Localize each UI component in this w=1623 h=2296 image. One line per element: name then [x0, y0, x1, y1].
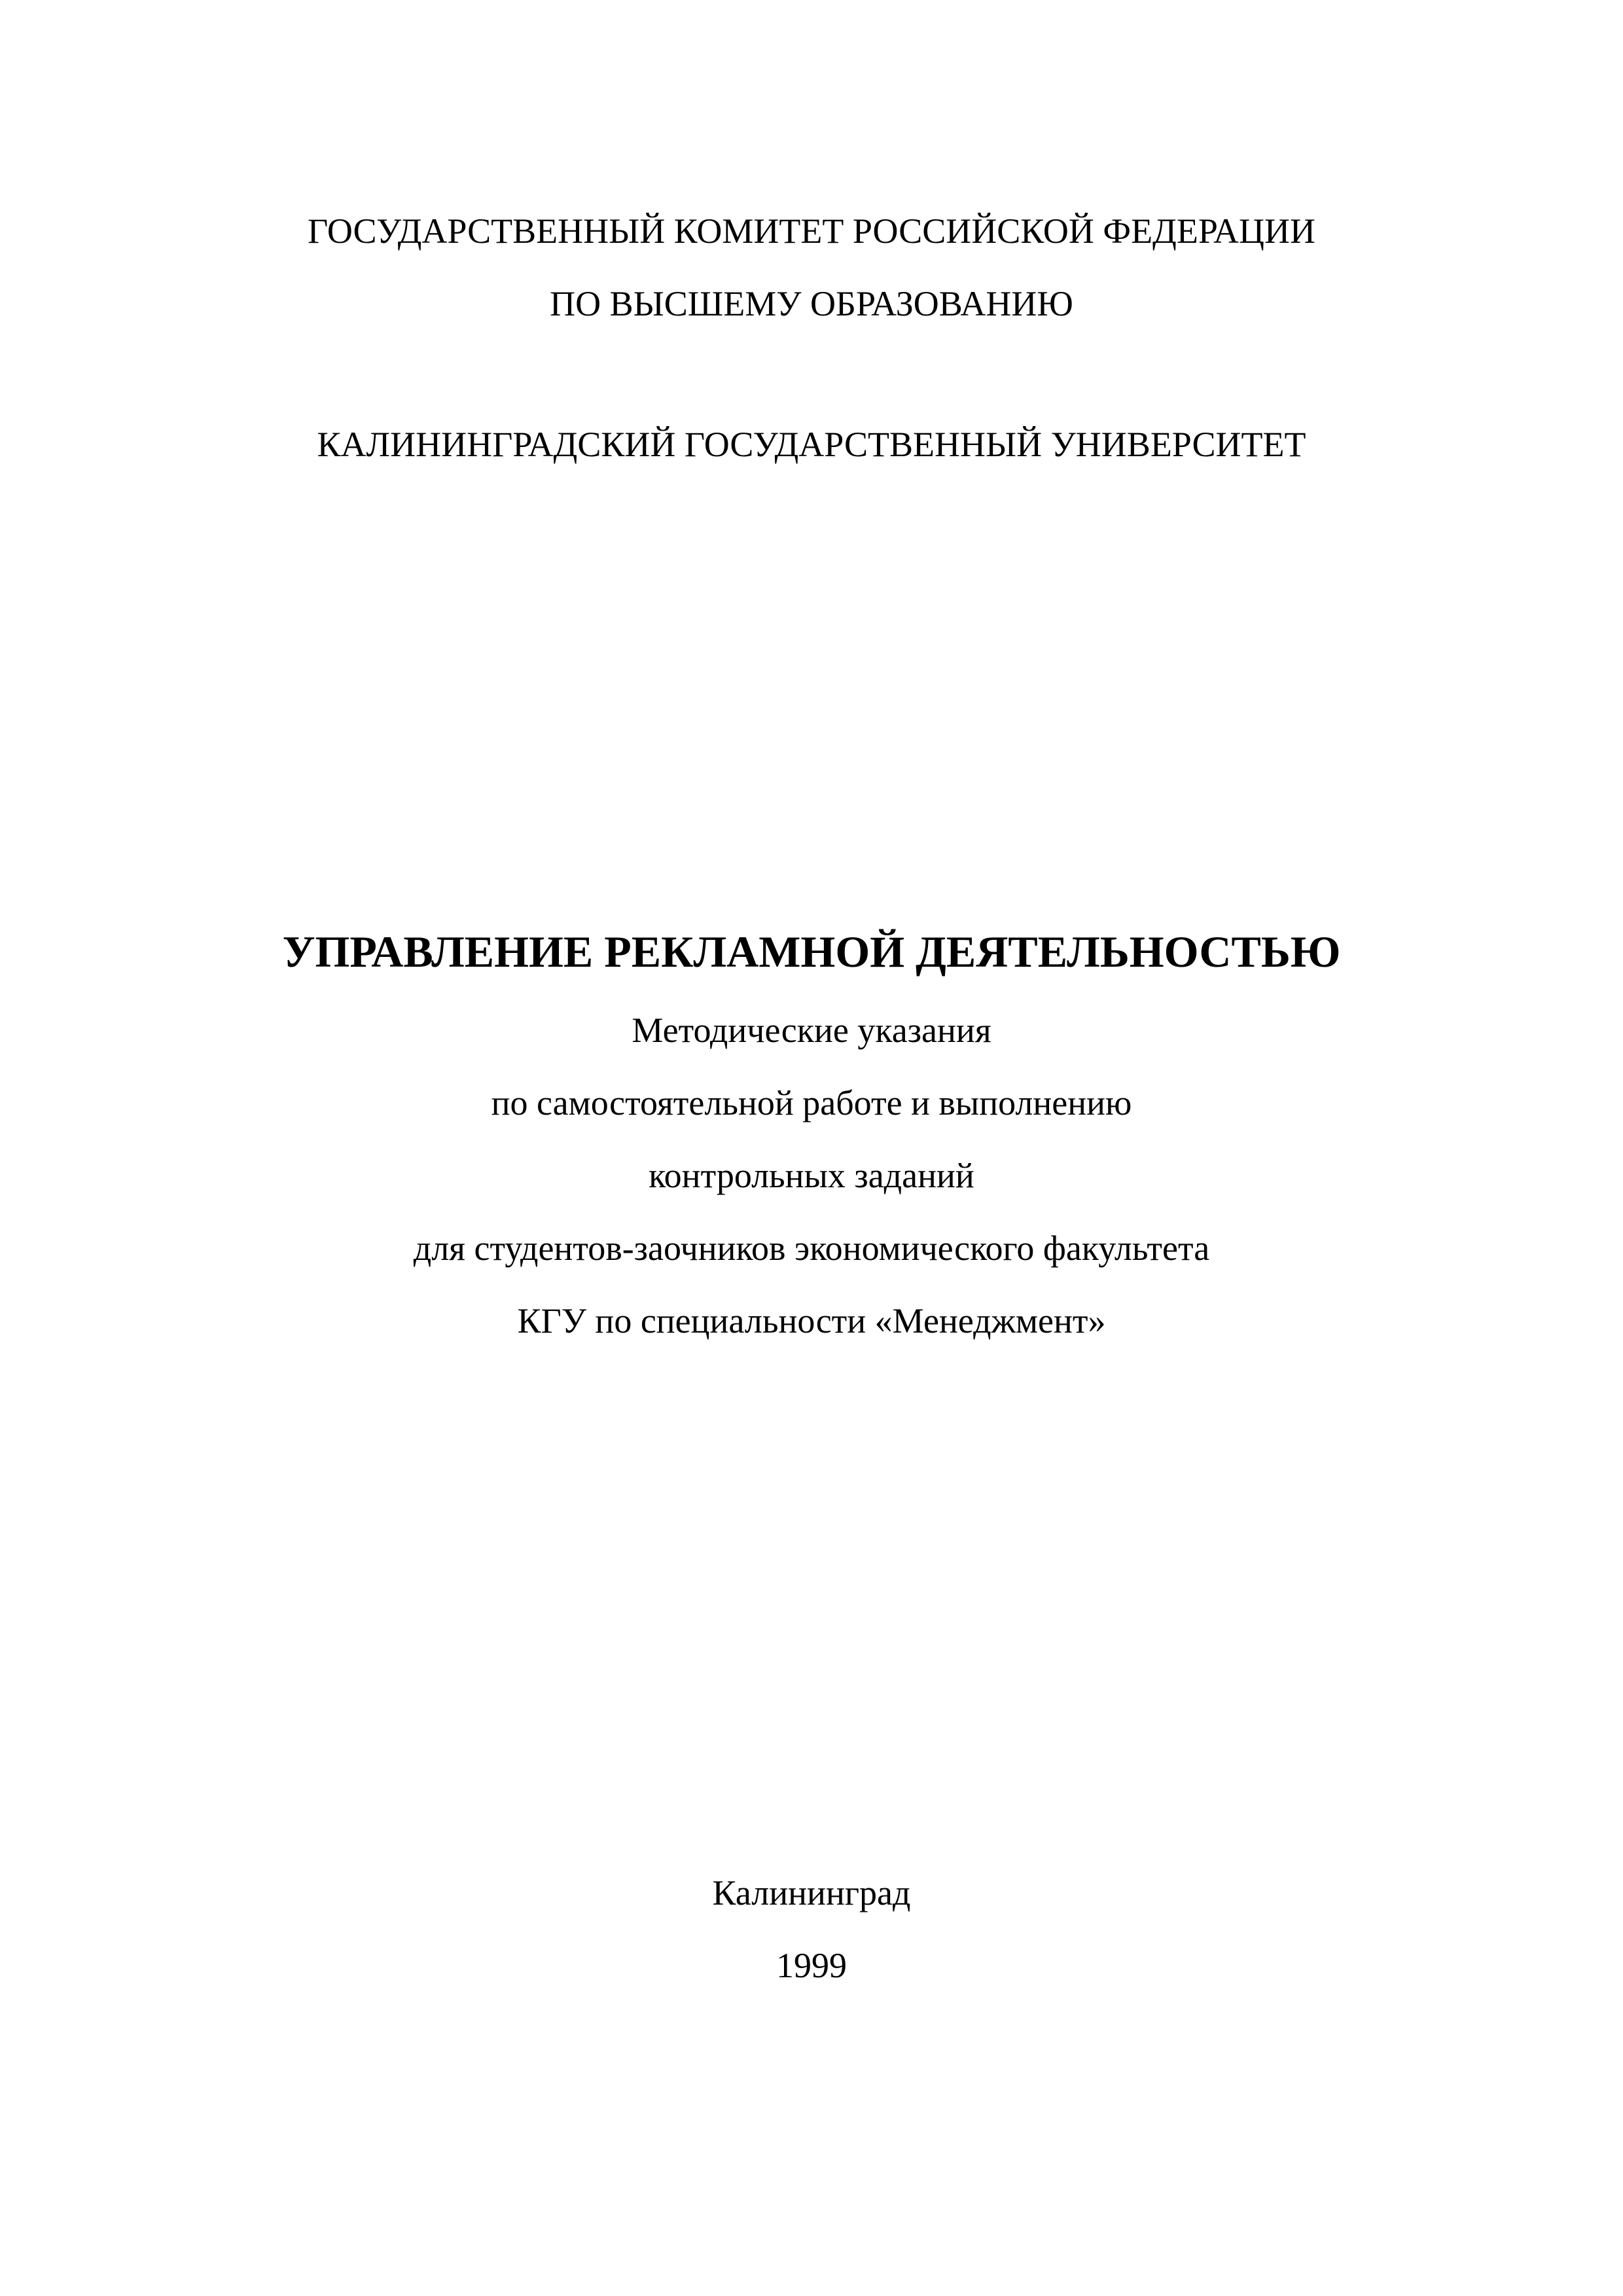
publication-city: Калининград — [712, 1873, 911, 1912]
subtitle-line: контрольных заданий — [649, 1156, 974, 1195]
subtitle-line: КГУ по специальности «Менеджмент» — [517, 1301, 1106, 1340]
publication-year: 1999 — [776, 1946, 847, 1985]
subtitle-line: Методические указания — [632, 1011, 991, 1050]
university-name: КАЛИНИНГРАДСКИЙ ГОСУДАРСТВЕННЫЙ УНИВЕРСИТЕТ — [317, 425, 1306, 464]
subtitle-line: по самостоятельной работе и выполнению — [491, 1083, 1132, 1122]
committee-line-1: ГОСУДАРСТВЕННЫЙ КОМИТЕТ РОССИЙСКОЙ ФЕДЕРАЦИИ — [307, 211, 1315, 251]
subtitle-line: для студентов-заочников экономического факультета — [413, 1229, 1210, 1268]
committee-line-2: ПО ВЫСШЕМУ ОБРАЗОВАНИЮ — [550, 284, 1073, 323]
document-title: УПРАВЛЕНИЕ РЕКЛАМНОЙ ДЕЯТЕЛЬНОСТЬЮ — [282, 927, 1341, 977]
